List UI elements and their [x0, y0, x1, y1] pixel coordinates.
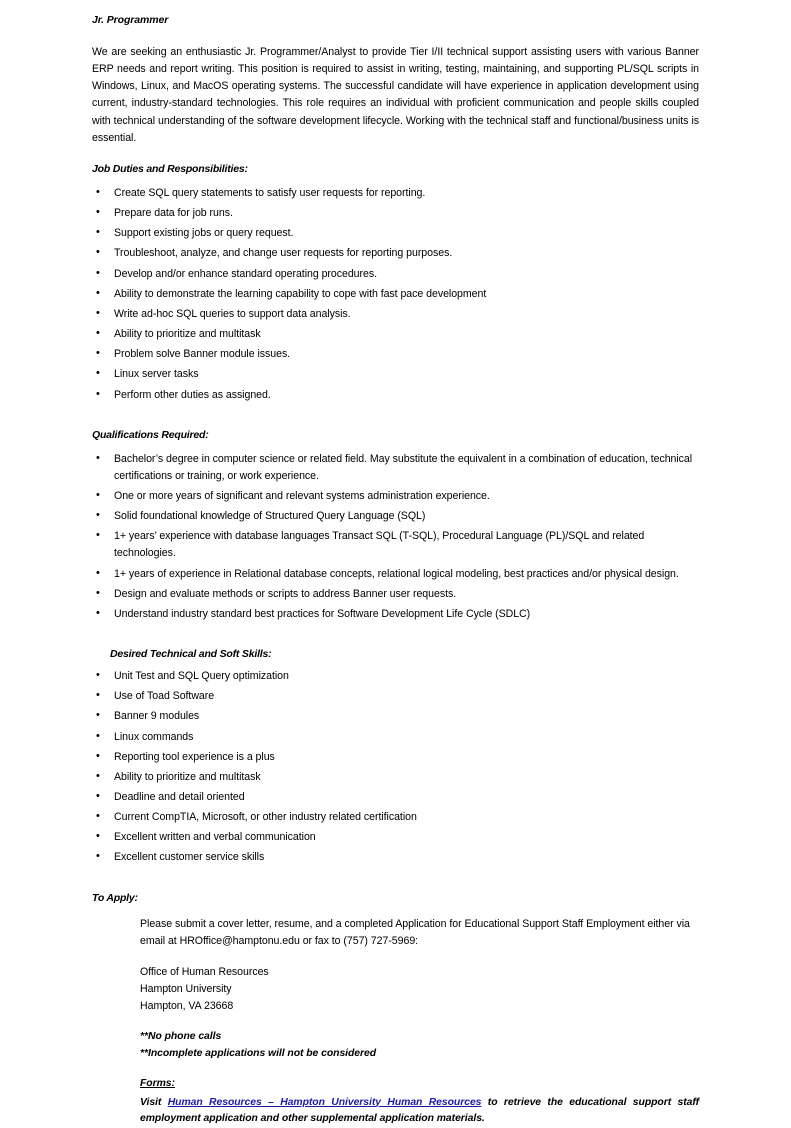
list-item: • Current CompTIA, Microsoft, or other industry related certification [92, 809, 699, 826]
list-item: • Unit Test and SQL Query optimization [92, 668, 699, 685]
list-item: • 1+ years’ experience with database languages Transact SQL (T-SQL), Procedural Language (PL)/SQL and related technologies. [92, 528, 699, 562]
forms-paragraph [140, 1095, 699, 1128]
section-heading-qualifications: Qualifications Required: [92, 428, 209, 441]
section-heading-skills: Desired Technical and Soft Skills: [110, 648, 272, 661]
list-item: • Prepare data for job runs. [92, 205, 699, 222]
spacer [92, 626, 699, 648]
address-line: Hampton, VA 23668 [140, 1000, 234, 1013]
list-item: • 1+ years of experience in Relational database concepts, relational logical modeling, best practices and/or physical design. [92, 566, 699, 583]
list-item: • Support existing jobs or query request. [92, 225, 699, 242]
forms-suffix: to retrieve the educational support staff employment application and other supplemental application materials. [140, 1096, 699, 1125]
list-item: • Ability to prioritize and multitask [92, 326, 699, 343]
list-item: • Solid foundational knowledge of Structured Query Language (SQL) [92, 508, 699, 525]
section-heading-apply: To Apply: [92, 891, 138, 904]
list-item: • Problem solve Banner module issues. [92, 346, 699, 363]
list-item: • Understand industry standard best practices for Software Development Life Cycle (SDLC) [92, 606, 699, 623]
list-item: • Develop and/or enhance standard operating procedures. [92, 266, 699, 283]
list-item: • Create SQL query statements to satisfy user requests for reporting. [92, 185, 699, 202]
forms-prefix: Visit [140, 1096, 168, 1108]
skills-list [92, 668, 699, 867]
apply-instructions: Please submit a cover letter, resume, and a completed Application for Educational Support Staff Employment either via email at HROffice@hamptonu.edu or fax to (757) 727-5969: [140, 917, 690, 947]
forms-heading: Forms: [140, 1077, 175, 1089]
section-heading-duties: Job Duties and Responsibilities: [92, 162, 248, 175]
list-item: • Linux server tasks [92, 366, 699, 383]
spacer [92, 407, 699, 429]
list-item: • Banner 9 modules [92, 708, 699, 725]
spacer [92, 870, 699, 892]
list-item: • Troubleshoot, analyze, and change user requests for reporting purposes. [92, 245, 699, 262]
list-item: • Excellent customer service skills [92, 849, 699, 866]
list-item: • One or more years of significant and relevant systems administration experience. [92, 488, 699, 505]
note-line: **Incomplete applications will not be considered [140, 1047, 377, 1059]
list-item: • Design and evaluate methods or scripts to address Banner user requests. [92, 586, 699, 603]
list-item: • Reporting tool experience is a plus [92, 749, 699, 766]
address-line: Office of Human Resources [140, 965, 269, 978]
address-line: Hampton University [140, 983, 232, 996]
list-item: • Linux commands [92, 729, 699, 746]
duties-list [92, 185, 699, 404]
list-item: • Ability to demonstrate the learning capability to cope with fast pace development [92, 286, 699, 303]
page-title: Jr. Programmer [92, 14, 169, 26]
note-line: **No phone calls [140, 1031, 222, 1043]
apply-body [140, 916, 699, 1128]
apply-notes [140, 1029, 699, 1061]
list-item: • Bachelor’s degree in computer science or related field. May substitute the equivalent in a combination of education, technical certifications or training, or work experience. [92, 451, 699, 485]
list-item: • Use of Toad Software [92, 688, 699, 705]
list-item: • Write ad-hoc SQL queries to support data analysis. [92, 306, 699, 323]
qualifications-list [92, 451, 699, 623]
list-item: • Deadline and detail oriented [92, 789, 699, 806]
list-item: • Excellent written and verbal communication [92, 829, 699, 846]
human-resources-link[interactable]: Human Resources – Hampton University Human Resources [167, 1096, 482, 1108]
intro-paragraph: We are seeking an enthusiastic Jr. Programmer/Analyst to provide Tier I/II technical support assisting users with various Banner ERP needs and report writing. This position is required to assist in writing, testing, maintaining, and supporting PL/SQL scripts in Windows, Linux, and MacOS operating systems. The successful candidate will have experience in application development using current, industry-standard technologies. This role requires an individual with proficient communication and people skills coupled with technical understanding of the software development lifecycle. Working with the technical staff and functional/business units is essential. [92, 46, 699, 144]
list-item: • Ability to prioritize and multitask [92, 769, 699, 786]
list-item: • Perform other duties as assigned. [92, 387, 699, 404]
